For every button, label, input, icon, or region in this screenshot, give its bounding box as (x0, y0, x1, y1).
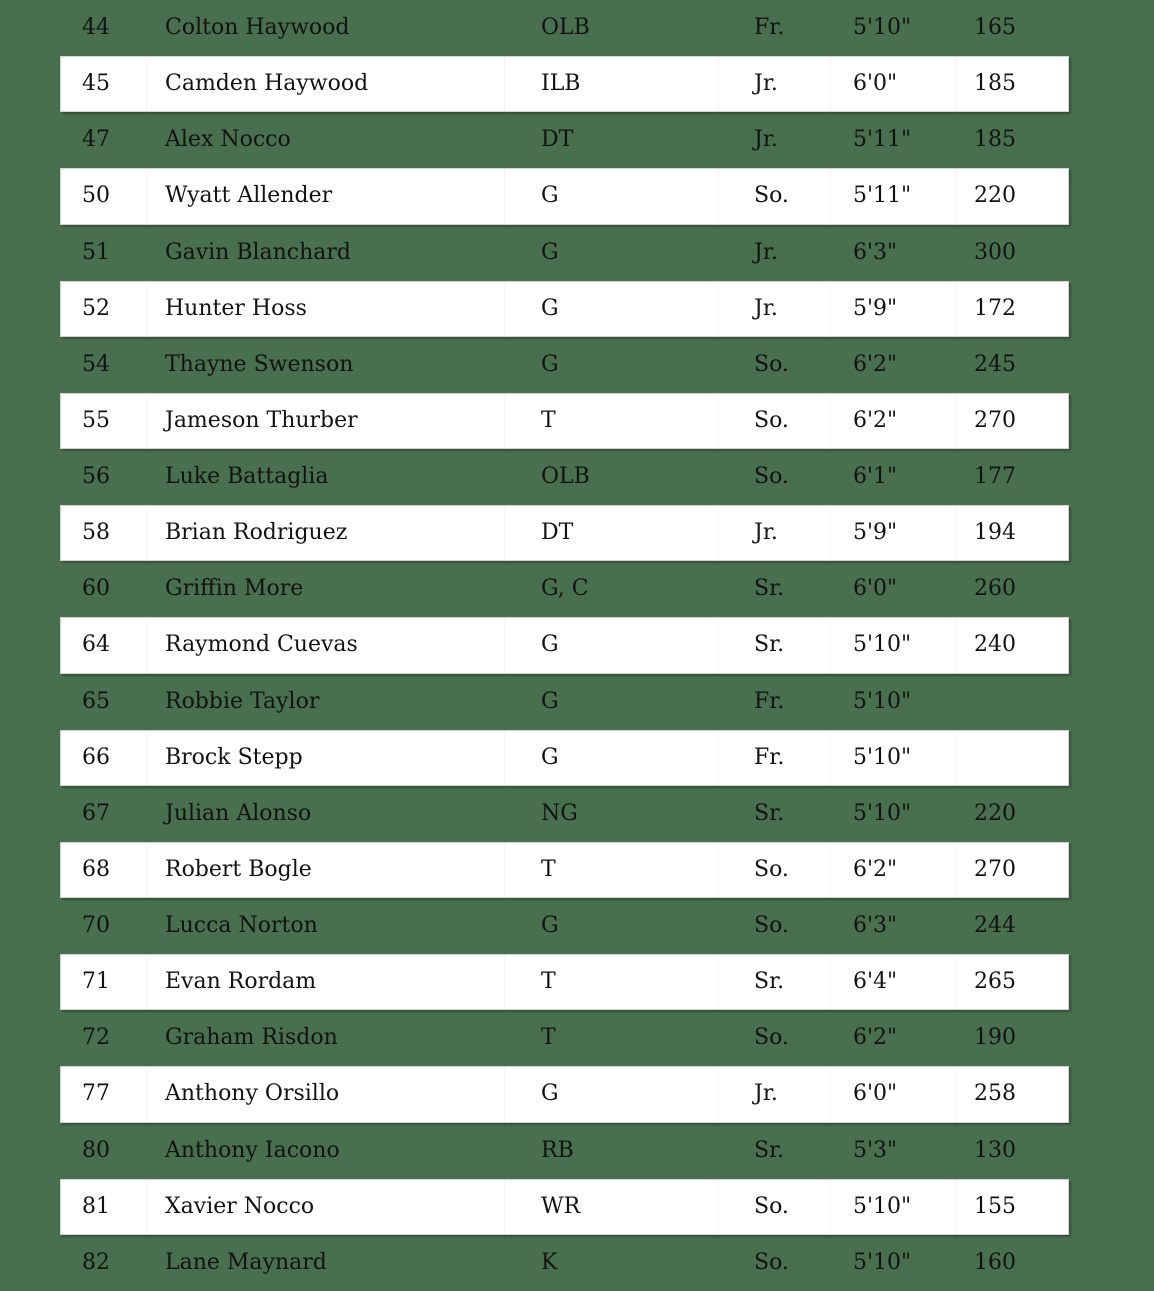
cell-player-name: Colton Haywood (146, 1, 504, 55)
cell-height: 6'0" (830, 57, 955, 111)
cell-height: 6'2" (830, 338, 955, 392)
cell-player-name: Thayne Swenson (146, 338, 504, 392)
cell-position: G (504, 226, 718, 280)
cell-jersey-number: 44 (82, 15, 110, 41)
cell-weight: 265 (955, 955, 1068, 1009)
cell-position: K (504, 1236, 718, 1290)
cell-jersey-number: 47 (82, 127, 110, 153)
cell-jersey-number: 80 (82, 1137, 110, 1163)
cell-position: G, C (504, 562, 718, 616)
table-row (60, 842, 1069, 898)
cell-position: G (504, 338, 718, 392)
cell-position: G (504, 899, 718, 953)
cell-jersey-number: 66 (82, 744, 110, 770)
cell-jersey-number: 58 (82, 520, 110, 546)
cell-weight: 245 (955, 338, 1068, 392)
cell-height: 5'11" (830, 113, 955, 167)
cell-weight: 130 (955, 1124, 1068, 1178)
table-row (60, 1235, 1069, 1291)
cell-position: G (504, 675, 718, 729)
cell-jersey-number: 81 (82, 1193, 110, 1219)
cell-weight: 258 (955, 1067, 1068, 1121)
cell-class-year: Jr. (718, 57, 830, 111)
cell-weight (955, 675, 1068, 729)
cell-height: 6'2" (830, 1011, 955, 1065)
table-row (60, 168, 1069, 224)
table-row (60, 674, 1069, 730)
cell-weight: 185 (955, 57, 1068, 111)
cell-jersey-number: 56 (82, 464, 110, 490)
cell-height: 6'3" (830, 226, 955, 280)
cell-player-name: Camden Haywood (146, 57, 504, 111)
cell-player-name: Evan Rordam (146, 955, 504, 1009)
cell-position: G (504, 282, 718, 336)
cell-weight: 220 (955, 787, 1068, 841)
cell-height: 6'2" (830, 843, 955, 897)
table-row (60, 898, 1069, 954)
table-row (60, 1123, 1069, 1179)
table-row (60, 561, 1069, 617)
cell-position: G (504, 731, 718, 785)
cell-height: 5'11" (830, 169, 955, 223)
cell-position: OLB (504, 450, 718, 504)
cell-weight: 300 (955, 226, 1068, 280)
cell-class-year: Sr. (718, 618, 830, 672)
table-row (60, 505, 1069, 561)
cell-weight: 185 (955, 113, 1068, 167)
cell-position: T (504, 955, 718, 1009)
cell-player-name: Lane Maynard (146, 1236, 504, 1290)
cell-class-year: So. (718, 843, 830, 897)
cell-class-year: So. (718, 338, 830, 392)
cell-class-year: So. (718, 899, 830, 953)
cell-weight: 220 (955, 169, 1068, 223)
table-row (60, 281, 1069, 337)
cell-jersey-number: 64 (82, 632, 110, 658)
cell-class-year: Sr. (718, 562, 830, 616)
table-row (60, 954, 1069, 1010)
cell-player-name: Graham Risdon (146, 1011, 504, 1065)
cell-class-year: Jr. (718, 282, 830, 336)
cell-weight: 165 (955, 1, 1068, 55)
table-row (60, 112, 1069, 168)
table-row (60, 1066, 1069, 1122)
cell-class-year: So. (718, 450, 830, 504)
cell-position: T (504, 394, 718, 448)
table-row (60, 1179, 1069, 1235)
cell-class-year: Fr. (718, 675, 830, 729)
cell-jersey-number: 52 (82, 295, 110, 321)
cell-jersey-number: 72 (82, 1025, 110, 1051)
table-row (60, 0, 1069, 56)
cell-class-year: Sr. (718, 955, 830, 1009)
cell-weight: 270 (955, 394, 1068, 448)
cell-weight: 190 (955, 1011, 1068, 1065)
cell-class-year: Jr. (718, 1067, 830, 1121)
cell-player-name: Brian Rodriguez (146, 506, 504, 560)
table-row (60, 393, 1069, 449)
cell-height: 5'10" (830, 1, 955, 55)
table-row (60, 225, 1069, 281)
table-row (60, 786, 1069, 842)
cell-position: WR (504, 1180, 718, 1234)
cell-player-name: Lucca Norton (146, 899, 504, 953)
cell-jersey-number: 55 (82, 407, 110, 433)
cell-height: 6'4" (830, 955, 955, 1009)
cell-height: 5'3" (830, 1124, 955, 1178)
cell-player-name: Robert Bogle (146, 843, 504, 897)
cell-height: 5'10" (830, 787, 955, 841)
cell-weight: 155 (955, 1180, 1068, 1234)
cell-height: 5'10" (830, 675, 955, 729)
cell-player-name: Xavier Nocco (146, 1180, 504, 1234)
cell-class-year: So. (718, 1011, 830, 1065)
table-row (60, 730, 1069, 786)
cell-player-name: Luke Battaglia (146, 450, 504, 504)
cell-jersey-number: 54 (82, 351, 110, 377)
table-row (60, 337, 1069, 393)
cell-class-year: Jr. (718, 226, 830, 280)
cell-height: 6'2" (830, 394, 955, 448)
cell-position: RB (504, 1124, 718, 1178)
cell-jersey-number: 82 (82, 1249, 110, 1275)
cell-height: 6'0" (830, 562, 955, 616)
cell-height: 6'3" (830, 899, 955, 953)
cell-class-year: Sr. (718, 787, 830, 841)
cell-position: G (504, 1067, 718, 1121)
cell-player-name: Julian Alonso (146, 787, 504, 841)
cell-weight: 194 (955, 506, 1068, 560)
cell-player-name: Wyatt Allender (146, 169, 504, 223)
cell-class-year: Sr. (718, 1124, 830, 1178)
cell-jersey-number: 71 (82, 969, 110, 995)
cell-player-name: Anthony Iacono (146, 1124, 504, 1178)
cell-weight: 172 (955, 282, 1068, 336)
table-row (60, 617, 1069, 673)
cell-height: 5'10" (830, 731, 955, 785)
cell-position: G (504, 169, 718, 223)
cell-class-year: Fr. (718, 1, 830, 55)
cell-class-year: So. (718, 394, 830, 448)
cell-height: 5'10" (830, 1180, 955, 1234)
cell-position: T (504, 1011, 718, 1065)
cell-player-name: Gavin Blanchard (146, 226, 504, 280)
cell-player-name: Brock Stepp (146, 731, 504, 785)
cell-player-name: Anthony Orsillo (146, 1067, 504, 1121)
cell-jersey-number: 77 (82, 1081, 110, 1107)
cell-height: 5'10" (830, 618, 955, 672)
cell-height: 5'9" (830, 282, 955, 336)
cell-height: 6'1" (830, 450, 955, 504)
cell-weight: 160 (955, 1236, 1068, 1290)
cell-jersey-number: 70 (82, 913, 110, 939)
cell-position: OLB (504, 1, 718, 55)
cell-class-year: Jr. (718, 506, 830, 560)
cell-weight: 260 (955, 562, 1068, 616)
cell-position: DT (504, 113, 718, 167)
cell-player-name: Hunter Hoss (146, 282, 504, 336)
roster-table (60, 0, 1069, 1291)
cell-class-year: So. (718, 1236, 830, 1290)
cell-weight: 244 (955, 899, 1068, 953)
cell-class-year: Jr. (718, 113, 830, 167)
cell-jersey-number: 67 (82, 800, 110, 826)
cell-position: G (504, 618, 718, 672)
cell-position: DT (504, 506, 718, 560)
cell-jersey-number: 50 (82, 183, 110, 209)
cell-height: 5'9" (830, 506, 955, 560)
cell-jersey-number: 65 (82, 688, 110, 714)
cell-class-year: So. (718, 1180, 830, 1234)
cell-jersey-number: 60 (82, 576, 110, 602)
cell-weight: 270 (955, 843, 1068, 897)
cell-jersey-number: 45 (82, 71, 110, 97)
table-row (60, 1010, 1069, 1066)
cell-player-name: Raymond Cuevas (146, 618, 504, 672)
cell-weight (955, 731, 1068, 785)
cell-player-name: Jameson Thurber (146, 394, 504, 448)
cell-jersey-number: 68 (82, 856, 110, 882)
cell-position: NG (504, 787, 718, 841)
cell-position: T (504, 843, 718, 897)
cell-class-year: Fr. (718, 731, 830, 785)
table-row (60, 449, 1069, 505)
cell-player-name: Robbie Taylor (146, 675, 504, 729)
cell-weight: 177 (955, 450, 1068, 504)
cell-player-name: Alex Nocco (146, 113, 504, 167)
cell-height: 6'0" (830, 1067, 955, 1121)
table-row (60, 56, 1069, 112)
cell-height: 5'10" (830, 1236, 955, 1290)
cell-weight: 240 (955, 618, 1068, 672)
cell-position: ILB (504, 57, 718, 111)
cell-class-year: So. (718, 169, 830, 223)
cell-jersey-number: 51 (82, 239, 110, 265)
cell-player-name: Griffin More (146, 562, 504, 616)
